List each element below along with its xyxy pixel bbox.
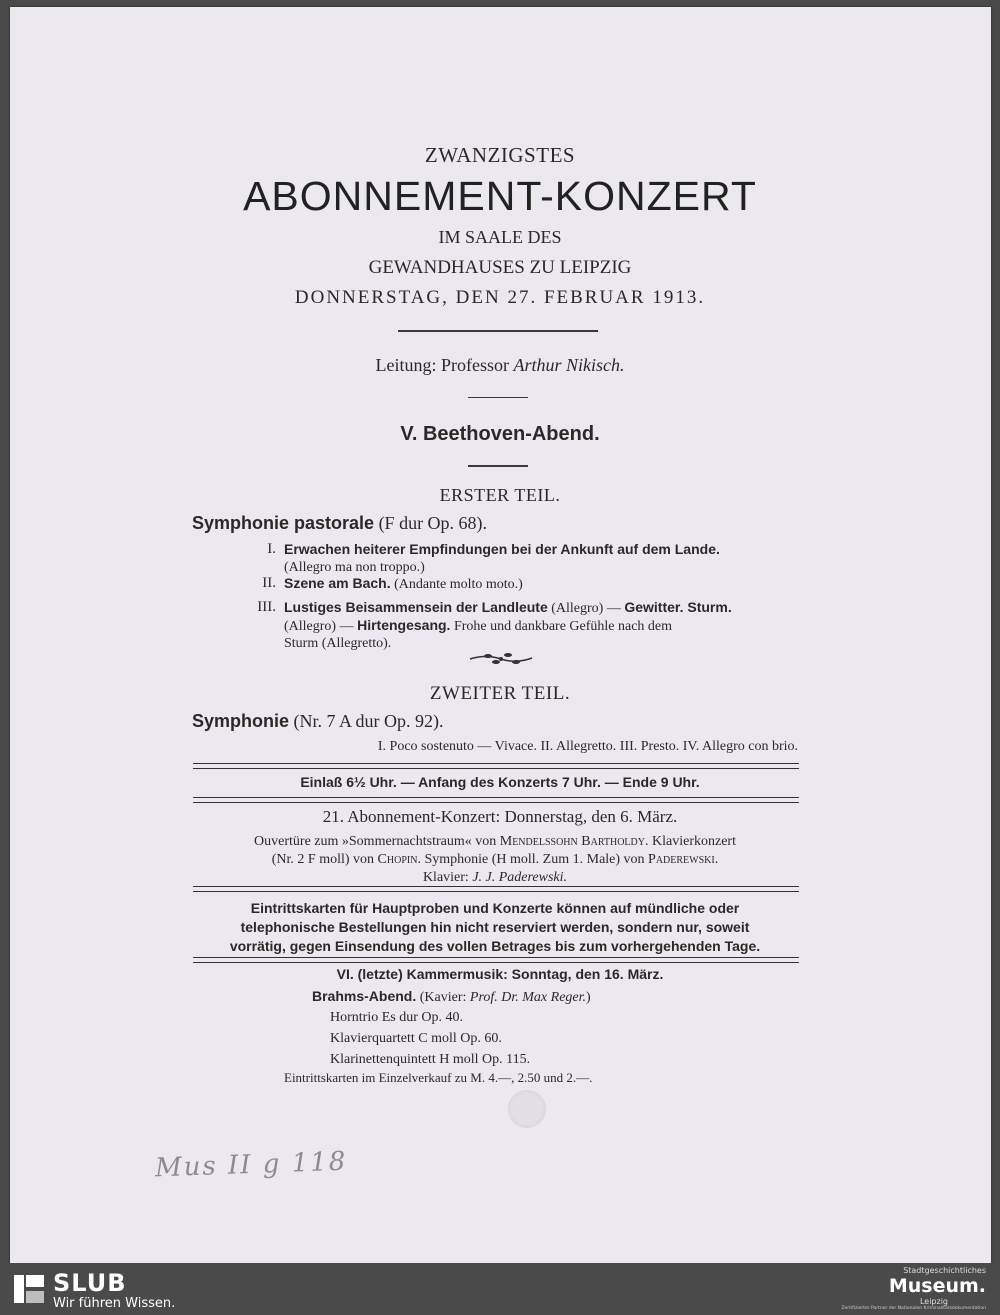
program-text: (Nr. 2 F moll) von <box>271 852 378 867</box>
museum-city: Leipzig <box>919 1297 948 1306</box>
movement-title: Erwachen heiterer Empfindungen bei der Ankunft auf dem Lande. <box>284 541 720 557</box>
part2-work-title: Symphonie <box>192 711 290 731</box>
chamber-piano-label: (Kavier: <box>416 990 470 1005</box>
chamber-works <box>330 1007 530 1070</box>
movement-title: Gewitter. Sturm. <box>624 599 732 615</box>
soloist-name: J. J. Paderewski. <box>472 870 568 885</box>
ornamental-rule <box>398 330 598 332</box>
chamber-work: Klarinettenquintett H moll Op. 115. <box>330 1052 531 1067</box>
double-rule <box>193 797 799 803</box>
movement-description: Sturm (Allegretto). <box>284 636 392 651</box>
notice-line: Eintrittskarten für Hauptproben und Konzerte können auf mündliche oder <box>250 900 740 916</box>
divider <box>468 465 528 467</box>
chamber-title-line <box>312 988 591 1006</box>
header-line-3: IM SAALE DES <box>438 227 562 247</box>
floral-ornament-icon <box>466 650 536 666</box>
slub-name[interactable]: SLUB <box>53 1269 127 1297</box>
movement-tempo: (Allegro) — <box>284 619 358 634</box>
conductor-line <box>0 355 1000 376</box>
slub-tagline: Wir führen Wissen. <box>53 1296 176 1311</box>
composer-name: Mendelssohn Bartholdy. <box>499 834 649 849</box>
program-text: Symphonie (H moll. Zum 1. Male) von <box>420 852 649 867</box>
chamber-pianist: Prof. Dr. Max Reger. <box>469 990 587 1005</box>
composer-name: Chopin. <box>377 852 421 867</box>
movement-tempo: (Allegro) — <box>547 601 625 616</box>
chamber-prices: Eintrittskarten im Einzelverkauf zu M. 4.—, 2.50 und 2.—. <box>284 1070 593 1085</box>
part2-heading: ZWEITER TEIL. <box>429 683 571 704</box>
museum-note: Zertifizierter Partner der Nationalen Kriminalitätsdokumentation <box>841 1306 986 1311</box>
part1-work-detail: (F dur Op. 68). <box>374 513 488 533</box>
divider <box>468 397 528 398</box>
movement-title: Lustiges Beisammensein der Landleute <box>284 599 548 615</box>
embossed-stamp <box>508 1090 546 1128</box>
conductor-prefix: Leitung: Professor <box>375 355 514 375</box>
program-text: Klavierkonzert <box>648 834 736 849</box>
double-rule <box>193 886 799 892</box>
footer-bar <box>0 1263 1000 1315</box>
movement-description: Frohe und dankbare Gefühle nach dem <box>450 619 673 634</box>
chamber-work: Klavierquartett C moll Op. 60. <box>330 1031 502 1046</box>
chamber-work: Horntrio Es dur Op. 40. <box>330 1010 463 1025</box>
header-line-1: ZWANZIGSTES <box>424 143 576 167</box>
part2-movements: I. Poco sostenuto — Vivace. II. Allegretto. III. Presto. IV. Allegro con brio. <box>377 739 798 754</box>
shelfmark: Mus II g 118 <box>154 1146 348 1184</box>
movement-number: I. <box>267 541 276 557</box>
tickets-notice <box>192 899 798 956</box>
notice-line: telephonische Bestellungen hin nicht reserviert werden, sondern nur, soweit <box>240 919 750 935</box>
program-text: Klavier: <box>422 870 473 885</box>
chamber-heading: VI. (letzte) Kammermusik: Sonntag, den 16. März. <box>336 966 664 982</box>
double-rule <box>193 763 799 769</box>
notice-line: vorrätig, gegen Einsendung des vollen Betrages bis zum vorhergehenden Tage. <box>229 938 761 954</box>
movement-tempo: (Allegro ma non troppo.) <box>284 560 425 575</box>
part2-work-detail: (Nr. 7 A dur Op. 92). <box>289 711 444 731</box>
movement-title: Szene am Bach. <box>284 575 391 591</box>
program-text: Ouvertüre zum »Sommernachtstraum« von <box>254 834 500 849</box>
museum-top-label: Stadtgeschichtliches <box>903 1266 986 1275</box>
part1-work-title: Symphonie pastorale <box>192 513 375 533</box>
part1-work <box>192 513 487 534</box>
movement-number: II. <box>262 575 276 591</box>
movement-number: III. <box>257 599 276 615</box>
double-rule <box>193 957 799 963</box>
movement-tempo: (Andante molto moto.) <box>394 577 523 592</box>
header-line-4: GEWANDHAUSES ZU LEIPZIG <box>368 257 632 278</box>
part2-work <box>192 711 444 732</box>
program-title: V. Beethoven-Abend. <box>400 423 600 445</box>
conductor-name: Arthur Nikisch. <box>513 355 625 375</box>
movement-title: Hirtengesang. <box>357 617 451 633</box>
part1-heading: ERSTER TEIL. <box>439 485 561 505</box>
concert-times: Einlaß 6½ Uhr. — Anfang des Konzerts 7 Uhr. — Ende 9 Uhr. <box>300 774 700 790</box>
slub-logo-icon[interactable] <box>12 1271 46 1307</box>
concert-date: DONNERSTAG, DEN 27. FEBRUAR 1913. <box>294 287 706 308</box>
chamber-piano-label: ) <box>586 990 591 1005</box>
composer-name: Paderewski. <box>648 852 719 867</box>
page-title: ABONNEMENT-KONZERT <box>243 173 757 219</box>
next-concert-program <box>192 833 798 887</box>
next-concert-heading: 21. Abonnement-Konzert: Donnerstag, den 6. März. <box>322 807 678 826</box>
museum-name[interactable]: Museum. <box>888 1275 986 1297</box>
chamber-title: Brahms-Abend. <box>312 988 417 1004</box>
